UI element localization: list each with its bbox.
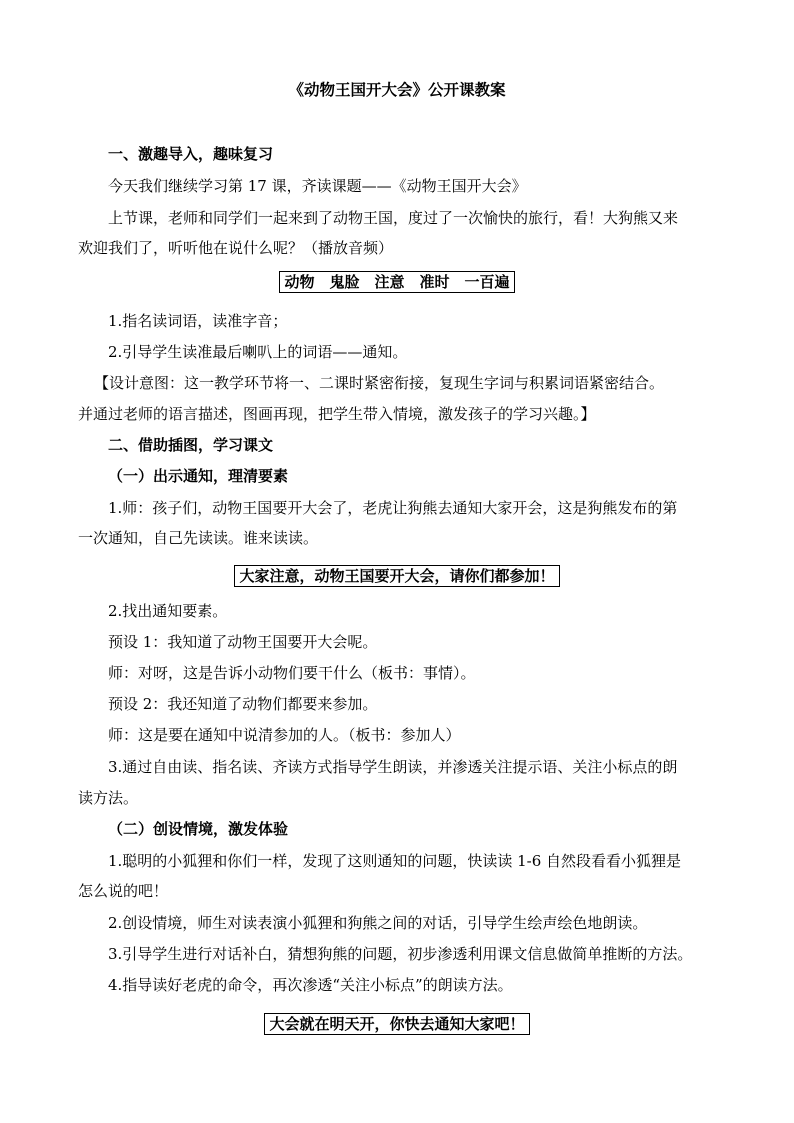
paragraph-line: 4.指导读好老虎的命令，再次渗透“关注小标点”的朗读方法。 xyxy=(108,976,513,994)
section-heading-1: 一、激趣导入，趣味复习 xyxy=(108,145,274,163)
paragraph-line: 【设计意图：这一教学环节将一、二课时紧密衔接，复现生字词与积累词语紧密结合。 xyxy=(94,374,665,392)
notice-box-1: 大家注意，动物王国要开大会，请你们都参加！ xyxy=(234,565,559,587)
paragraph-line: 师：这是要在通知中说清参加的人。（板书：参加人） xyxy=(108,726,461,744)
paragraph-line: 怎么说的吧！ xyxy=(78,882,169,900)
paragraph-line: 读方法。 xyxy=(78,789,139,807)
paragraph-line: 上节课，老师和同学们一起来到了动物王国，度过了一次愉快的旅行，看！大狗熊又来 xyxy=(108,209,679,227)
vocab-box: 动物 鬼脸 注意 准时 一百遍 xyxy=(279,271,514,293)
paragraph-line: 3.通过自由读、指名读、齐读方式指导学生朗读，并渗透关注提示语、关注小标点的朗 xyxy=(108,758,678,776)
paragraph-line: 预设 1：我知道了动物王国要开大会呢。 xyxy=(108,633,378,651)
paragraph-line: 一次通知，自己先读读。谁来读读。 xyxy=(78,529,319,547)
paragraph-line: 预设 2：我还知道了动物们都要来参加。 xyxy=(108,695,378,713)
paragraph-line: 1.师：孩子们，动物王国要开大会了，老虎让狗熊去通知大家开会，这是狗熊发布的第 xyxy=(108,499,678,517)
paragraph-line: 1.指名读词语，读准字音； xyxy=(108,312,288,330)
notice-box-2: 大会就在明天开，你快去通知大家吧！ xyxy=(264,1013,529,1035)
paragraph-line: 3.引导学生进行对话补白，猜想狗熊的问题，初步渗透利用课文信息做简单推断的方法。 xyxy=(108,945,693,963)
paragraph-line: 2.找出通知要素。 xyxy=(108,602,228,620)
paragraph-line: 1.聪明的小狐狸和你们一样，发现了这则通知的问题，快读读 1-6 自然段看看小狐狸是 xyxy=(108,852,682,870)
paragraph-line: 2.引导学生读准最后喇叭上的词语——通知。 xyxy=(108,343,408,361)
paragraph-line: 并通过老师的语言描述，图画再现，把学生带入情境，激发孩子的学习兴趣。】 xyxy=(78,405,596,423)
notice-box-wrap-1 xyxy=(0,565,794,587)
section-heading-2: 二、借助插图，学习课文 xyxy=(108,436,274,454)
vocab-box-wrap xyxy=(0,271,794,293)
subsection-heading-1: （一）出示通知，理清要素 xyxy=(108,467,289,485)
paragraph-line: 2.创设情境，师生对读表演小狐狸和狗熊之间的对话，引导学生绘声绘色地朗读。 xyxy=(108,914,648,932)
paragraph-line: 今天我们继续学习第 17 课，齐读课题——《动物王国开大会》 xyxy=(108,177,527,195)
paragraph-line: 欢迎我们了，听听他在说什么呢？（播放音频） xyxy=(78,239,394,257)
notice-box-wrap-2 xyxy=(0,1013,794,1035)
subsection-heading-2: （二）创设情境，激发体验 xyxy=(108,820,289,838)
paragraph-line: 师：对呀，这是告诉小动物们要干什么（板书：事情）。 xyxy=(108,664,476,682)
document-title: 《动物王国开大会》公开课教案 xyxy=(288,80,506,99)
